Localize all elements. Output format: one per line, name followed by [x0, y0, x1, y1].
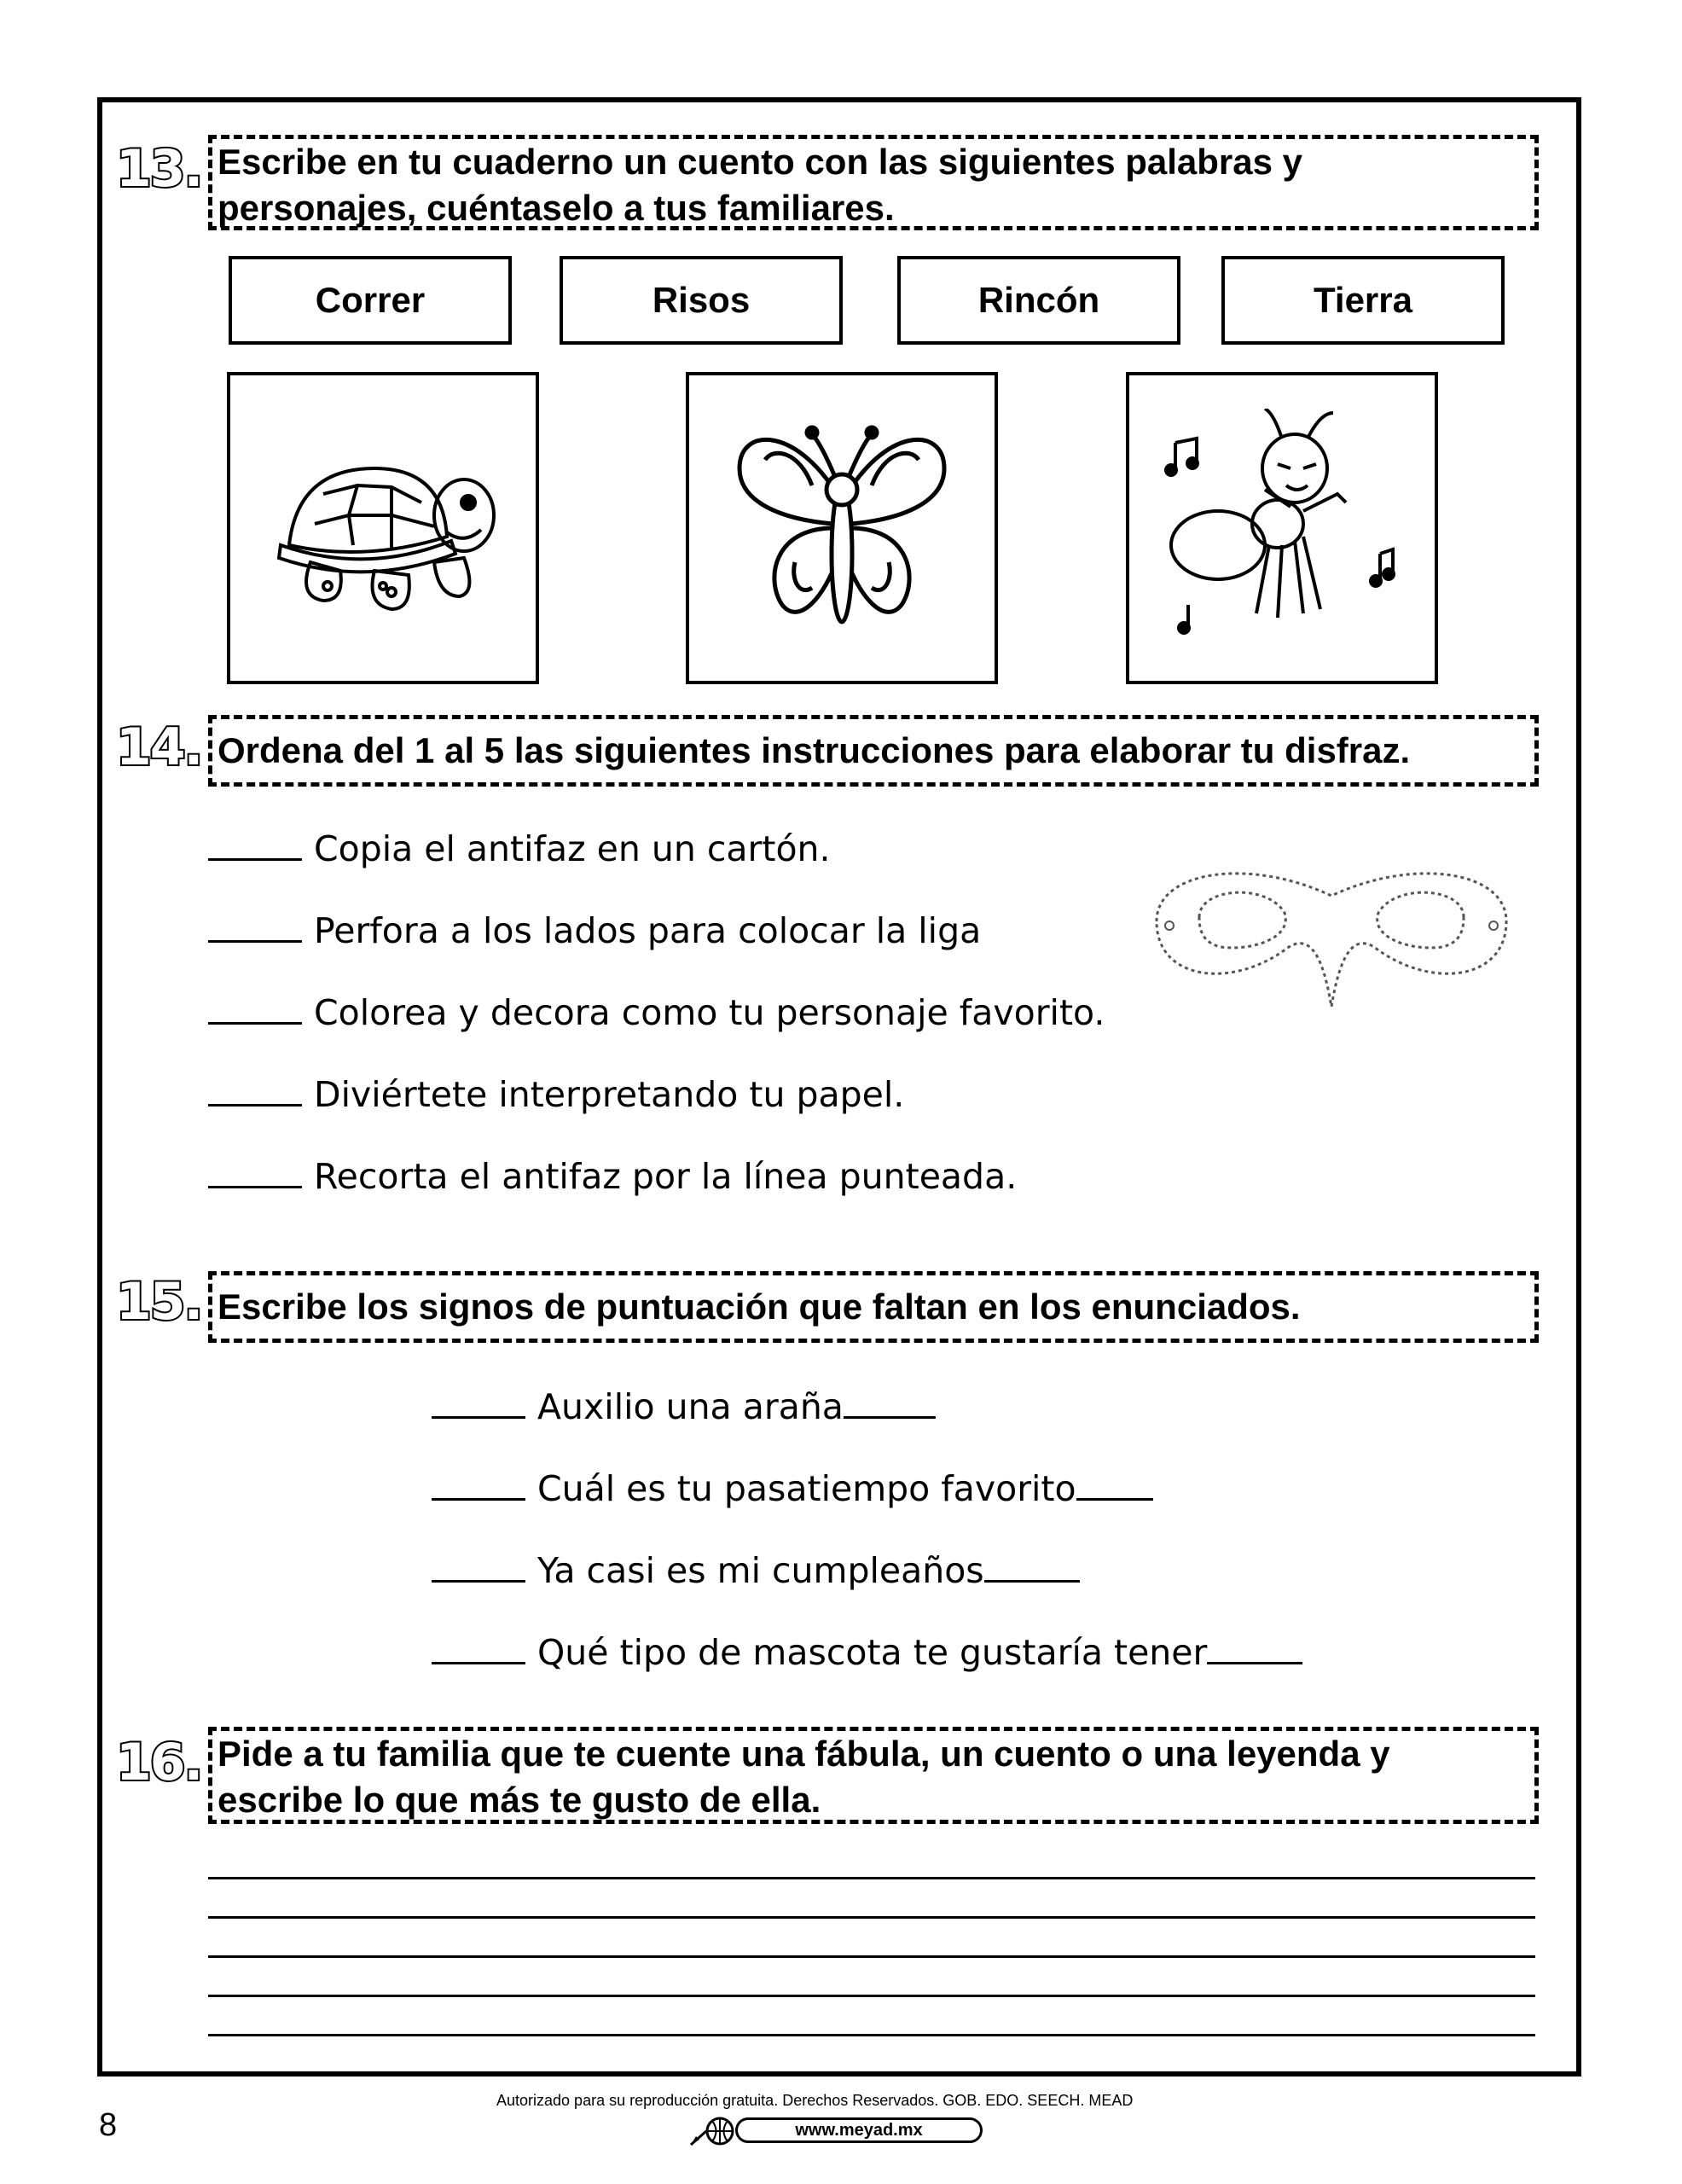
instruction-item-1: Copia el antifaz en un cartón.: [208, 828, 831, 870]
mask-outline-icon: [1148, 853, 1515, 1015]
sentence-1-close-blank[interactable]: [844, 1391, 936, 1419]
writing-line-5[interactable]: [208, 2034, 1535, 2036]
question-16-number: 16.: [116, 1733, 202, 1792]
word-box-4: Tierra: [1221, 256, 1505, 345]
sentence-1: Auxilio una araña: [432, 1385, 936, 1428]
word-box-2: Risos: [560, 256, 843, 345]
website-link[interactable]: www.meyad.mx: [735, 2117, 983, 2143]
character-picture-2: [686, 372, 998, 684]
turtle-icon: [264, 434, 502, 622]
writing-line-1[interactable]: [208, 1877, 1535, 1879]
character-picture-3: [1126, 372, 1438, 684]
instruction-item-3: Colorea y decora como tu personaje favorito.: [208, 991, 1105, 1034]
page-number: 8: [99, 2107, 118, 2143]
word-box-3: Rincón: [897, 256, 1180, 345]
question-16-prompt: [208, 1727, 1539, 1824]
question-16-prompt-line1: Pide a tu familia que te cuente una fábula, un cuento o una leyenda y: [218, 1734, 1390, 1774]
question-13-prompt-line1: Escribe en tu cuaderno un cuento con las siguientes palabras y: [218, 142, 1303, 182]
sentence-4-close-blank[interactable]: [1207, 1636, 1302, 1664]
question-15-number: 15.: [116, 1272, 202, 1332]
question-13-number: 13.: [116, 139, 202, 199]
copyright-note: Autorizado para su reproducción gratuita. Derechos Reservados. GOB. EDO. SEECH. MEAD: [496, 2092, 1134, 2109]
sentence-2-open-blank[interactable]: [432, 1472, 525, 1501]
writing-line-2[interactable]: [208, 1916, 1535, 1919]
character-picture-1: [227, 372, 539, 684]
sentence-2-close-blank[interactable]: [1076, 1472, 1153, 1501]
order-blank-4[interactable]: [208, 1078, 302, 1107]
sentence-3-close-blank[interactable]: [984, 1554, 1080, 1583]
question-15-prompt: Escribe los signos de puntuación que faltan en los enunciados.: [208, 1271, 1539, 1343]
sentence-4-open-blank[interactable]: [432, 1636, 525, 1664]
sentence-4: Qué tipo de mascota te gustaría tener: [432, 1631, 1302, 1674]
singing-ant-icon: [1154, 409, 1410, 648]
sentence-3-open-blank[interactable]: [432, 1554, 525, 1583]
question-14-prompt: Ordena del 1 al 5 las siguientes instrucciones para elaborar tu disfraz.: [208, 715, 1539, 787]
question-16-prompt-line2: escribe lo que más te gusto de ella.: [218, 1780, 821, 1820]
question-14-number: 14.: [116, 717, 202, 777]
writing-line-3[interactable]: [208, 1955, 1535, 1958]
question-13-prompt: [208, 135, 1539, 230]
sentence-3: Ya casi es mi cumpleaños: [432, 1549, 1080, 1592]
butterfly-icon: [714, 409, 970, 648]
instruction-item-2: Perfora a los lados para colocar la liga: [208, 909, 981, 952]
instruction-item-5: Recorta el antifaz por la línea punteada.: [208, 1155, 1017, 1198]
order-blank-5[interactable]: [208, 1160, 302, 1188]
order-blank-3[interactable]: [208, 996, 302, 1025]
order-blank-2[interactable]: [208, 915, 302, 943]
sentence-2: Cuál es tu pasatiempo favorito: [432, 1467, 1153, 1510]
word-box-1: Correr: [229, 256, 512, 345]
sentence-1-open-blank[interactable]: [432, 1391, 525, 1419]
globe-icon: [689, 2114, 735, 2148]
instruction-item-4: Diviértete interpretando tu papel.: [208, 1073, 904, 1116]
writing-line-4[interactable]: [208, 1995, 1535, 1997]
question-13-prompt-line2: personajes, cuéntaselo a tus familiares.: [218, 188, 895, 228]
order-blank-1[interactable]: [208, 833, 302, 861]
